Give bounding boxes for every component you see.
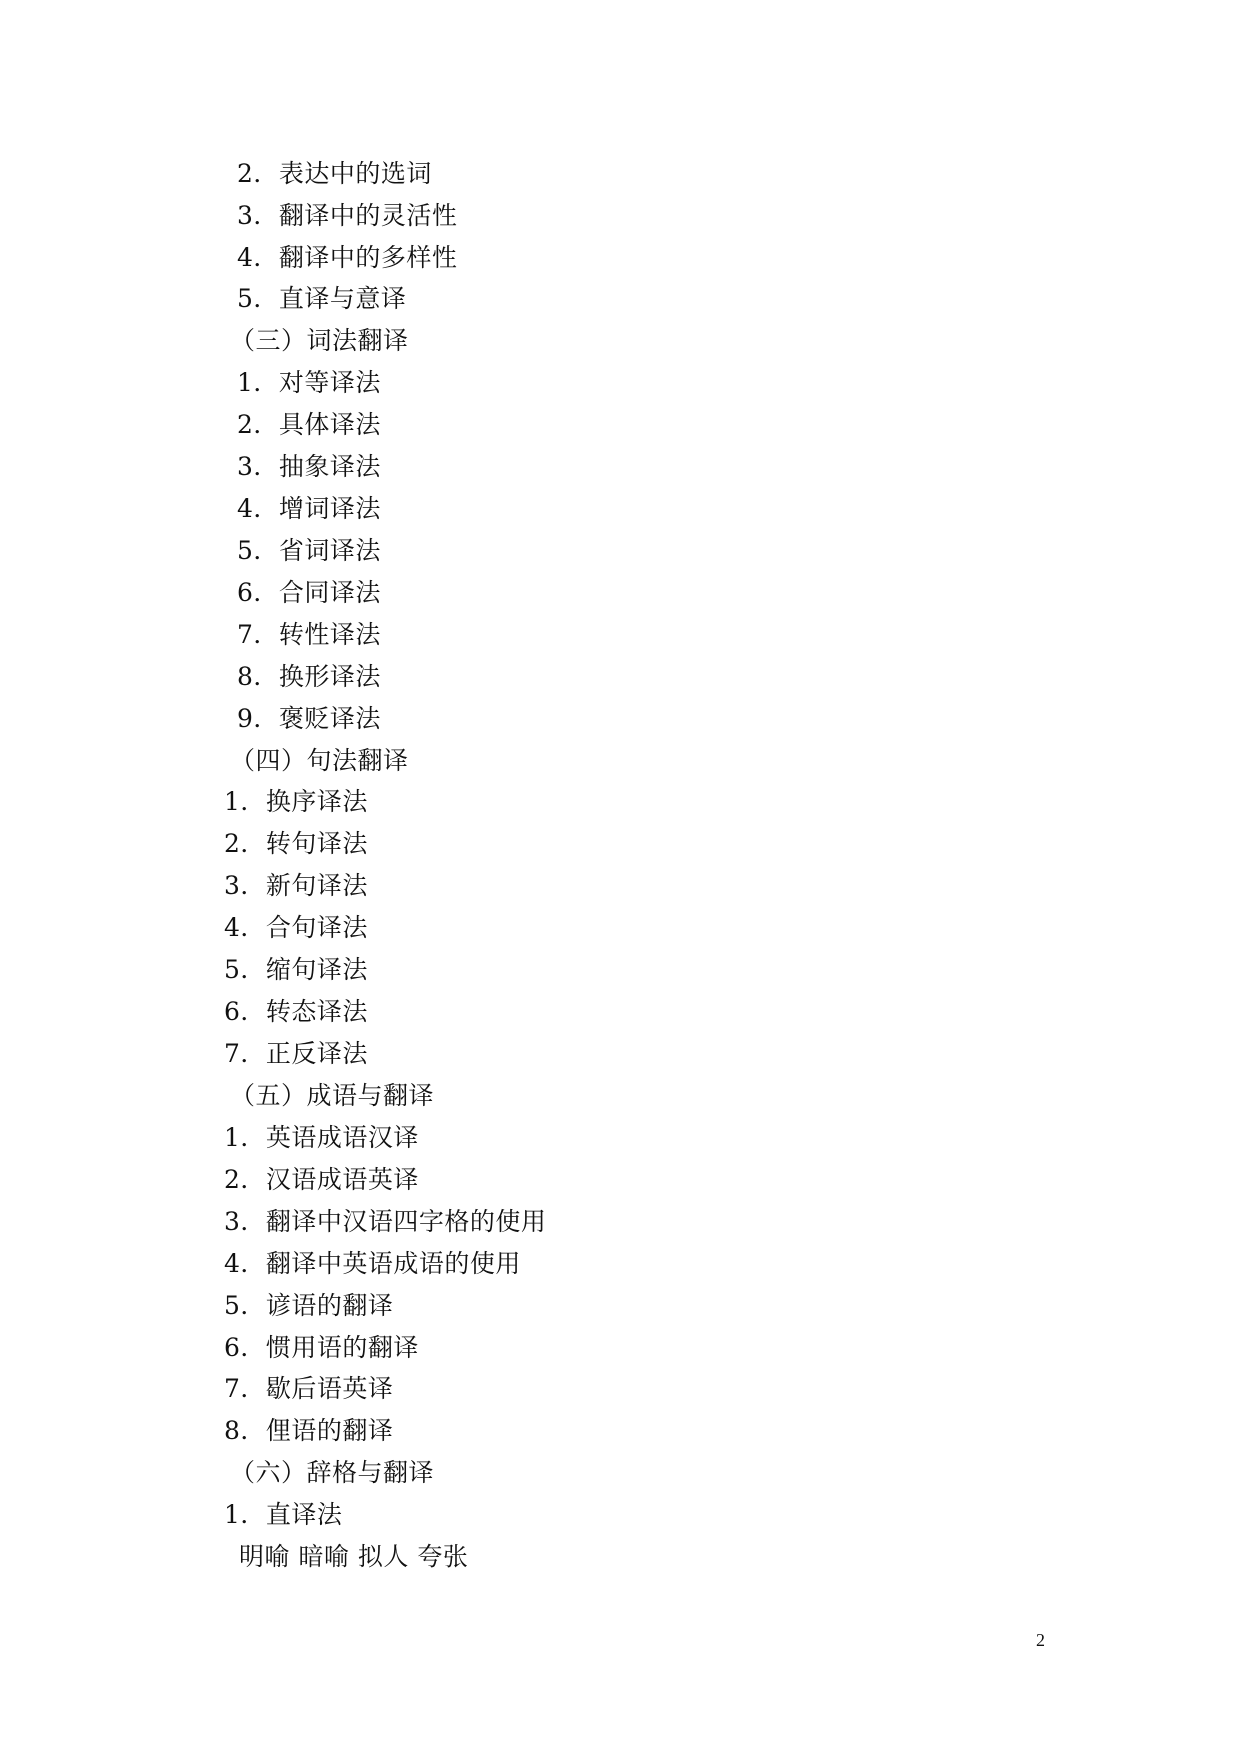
- list-item: 2．表达中的选词: [237, 159, 432, 188]
- list-item: 5．谚语的翻译: [224, 1291, 394, 1320]
- list-item: 7．正反译法: [224, 1039, 368, 1068]
- list-item: 2．转句译法: [224, 829, 368, 858]
- section-heading: （五）成语与翻译: [230, 1081, 435, 1110]
- section-heading: （六）辞格与翻译: [230, 1458, 435, 1487]
- list-item: 6．转态译法: [224, 997, 368, 1026]
- list-item: 8．俚语的翻译: [224, 1416, 394, 1445]
- page-number: 2: [1036, 1630, 1045, 1650]
- list-item: 1．直译法: [224, 1500, 343, 1529]
- list-item: 1．换序译法: [224, 787, 368, 816]
- list-item: 5．省词译法: [237, 536, 381, 565]
- list-item: 3．抽象译法: [237, 452, 381, 481]
- list-item: 3．新句译法: [224, 871, 368, 900]
- list-item: 4．增词译法: [237, 494, 381, 523]
- list-item: 2．汉语成语英译: [224, 1165, 419, 1194]
- list-item: 4．合句译法: [224, 913, 368, 942]
- section-heading: （四）句法翻译: [230, 746, 409, 775]
- section-heading: （三）词法翻译: [230, 326, 409, 355]
- list-item: 5．缩句译法: [224, 955, 368, 984]
- list-item: 3．翻译中汉语四字格的使用: [224, 1207, 547, 1236]
- list-item: 7．歇后语英译: [224, 1374, 394, 1403]
- list-item: 8．换形译法: [237, 662, 381, 691]
- list-item: 4．翻译中英语成语的使用: [224, 1249, 521, 1278]
- list-item: 6．惯用语的翻译: [224, 1333, 419, 1362]
- list-item: 3．翻译中的灵活性: [237, 201, 458, 230]
- list-item: 明喻 暗喻 拟人 夸张: [239, 1542, 469, 1571]
- list-item: 7．转性译法: [237, 620, 381, 649]
- list-item: 4．翻译中的多样性: [237, 243, 458, 272]
- list-item: 5．直译与意译: [237, 284, 407, 313]
- list-item: 9．褒贬译法: [237, 704, 381, 733]
- list-item: 2．具体译法: [237, 410, 381, 439]
- list-item: 1．英语成语汉译: [224, 1123, 419, 1152]
- list-item: 6．合同译法: [237, 578, 381, 607]
- list-item: 1．对等译法: [237, 368, 381, 397]
